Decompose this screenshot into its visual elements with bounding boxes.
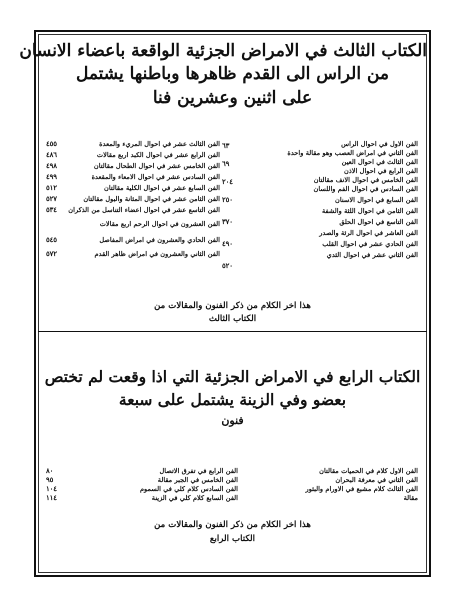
list-item: الفن الرابع عشر في احوال الكبد اربع مقالات xyxy=(96,151,220,159)
list-item: الفن الخامس في احوال الانف مقالتان xyxy=(313,176,418,184)
book-three-footer-line-1: هذا اخر الكلام من ذكر الفنون والمقالات من xyxy=(154,301,311,311)
list-item: الفن الثالث في احوال العين xyxy=(341,158,418,166)
page-number: ٢٠٤ xyxy=(222,178,233,186)
list-item: الفن الثامن في احوال اللثة والشفة xyxy=(322,207,418,215)
page-number: ٩٥ xyxy=(46,476,54,484)
list-item: الفن الرابع في احوال الاذن xyxy=(344,167,418,175)
list-item: الفن الثاني في امراض العصب وهو مقالة واحدة xyxy=(287,149,418,157)
page-number: ٦٩ xyxy=(222,160,230,168)
list-item: الفن السادس كلام كلي في السموم xyxy=(139,485,238,493)
book-three-contents-right xyxy=(240,140,420,290)
book-three-footer-line-2: الكتاب الثالث xyxy=(208,314,257,324)
page-number: ٤٩٠ xyxy=(222,240,233,248)
book-three-heading-line-1: الكتاب الثالث في الامراض الجزئية الواقعة باعضاء الانسان xyxy=(19,41,427,61)
list-item: الفن الثامن عشر في احوال المثانة والبول مقالتان xyxy=(83,195,220,203)
page-number: ٦٣ xyxy=(222,142,230,150)
book-three-contents-left xyxy=(70,140,222,290)
list-item: الفن الثاني والعشرون في امراض ظاهر القدم xyxy=(94,250,220,258)
book-four-left-pages xyxy=(46,467,70,507)
list-item: الفن الاول في احوال الراس xyxy=(341,140,418,148)
book-four-footer-line-2: الكتاب الرابع xyxy=(209,534,256,544)
list-item: الفن الخامس عشر في احوال الطحال مقالتان xyxy=(93,162,220,170)
page-number: ٥١٢ xyxy=(46,184,57,192)
list-item: الفن الثالث عشر في احوال المريء والمعدة xyxy=(99,140,220,148)
list-item: الفن التاسع عشر في احوال اعضاء التناسل من الذكران xyxy=(68,206,220,214)
section-divider xyxy=(38,331,427,332)
book-three-right-pages xyxy=(222,140,246,290)
list-item: الفن السادس في احوال الفم واللسان xyxy=(313,185,418,193)
book-three-left-pages xyxy=(46,140,70,290)
list-item: الفن العشرون في احوال الرحم اربع مقالات xyxy=(99,220,220,228)
list-item: الفن الرابع في تفرق الاتصال xyxy=(159,467,238,475)
list-item: الفن السابع كلام كلي في الزينة xyxy=(151,494,238,502)
page-number: ٢٥٠ xyxy=(222,196,233,204)
list-item: الفن الحادي والعشرون في امراض المفاصل xyxy=(99,236,220,244)
book-four-heading-line-1: الكتاب الرابع في الامراض الجزئية التي اذا وقعت لم تختص xyxy=(44,367,421,386)
book-four-heading-line-2: بعضو وفي الزينة يشتمل على سبعة xyxy=(118,390,347,409)
list-item: الفن التاسع في احوال الحلق xyxy=(339,218,418,226)
page-number: ٨٠ xyxy=(46,467,54,475)
page-number: ٤٨٦ xyxy=(46,151,57,159)
list-item: الفن السابع عشر في احوال الكلية مقالتان xyxy=(103,184,220,192)
page-number: ٤٩٨ xyxy=(46,162,57,170)
page-number: ١٠٤ xyxy=(46,485,57,493)
list-item: الفن الخامس في الجبر مقالة xyxy=(157,476,238,484)
list-item: الفن الثالث كلام مشبع في الاورام والبثور xyxy=(305,485,418,493)
book-three-heading-line-3: على اثنين وعشرين فنا xyxy=(152,88,313,108)
book-three-heading-line-2: من الراس الى القدم ظاهرها وباطنها يشتمل xyxy=(75,64,390,84)
page-number: ٤٩٩ xyxy=(46,173,57,181)
page-number: ٤٥٥ xyxy=(46,140,57,148)
page-number: ٥٧٢ xyxy=(46,250,57,258)
list-item: الفن السابع في احوال الاسنان xyxy=(335,196,418,204)
list-item: الفن العاشر في احوال الرئة والصدر xyxy=(319,229,418,237)
list-item: الفن الثاني عشر في احوال الثدي xyxy=(326,251,418,259)
list-item: الفن الحادي عشر في احوال القلب xyxy=(322,240,418,248)
page-number: ٥٢٧ xyxy=(46,195,57,203)
page-number: ٥٤٥ xyxy=(46,236,57,244)
list-item: الفن السادس عشر في احوال الامعاء والمقعدة xyxy=(91,173,220,181)
list-item: الفن الاول كلام في الحميات مقالتان xyxy=(319,467,418,475)
book-four-contents-left xyxy=(70,467,240,507)
book-four-footer-line-1: هذا اخر الكلام من ذكر الفنون والمقالات من xyxy=(154,520,311,530)
list-item: الفن الثاني في معرفة البحران xyxy=(335,476,418,484)
page-number: ٣٧٠ xyxy=(222,218,233,226)
book-four-contents-right xyxy=(245,467,420,507)
book-four-heading-line-3: فنون xyxy=(221,414,244,427)
list-item: مقالة xyxy=(403,494,418,502)
page-number: ٥٢٠ xyxy=(222,262,233,270)
page-number: ٥٣٤ xyxy=(46,206,57,214)
page-number: ١١٤ xyxy=(46,494,57,502)
